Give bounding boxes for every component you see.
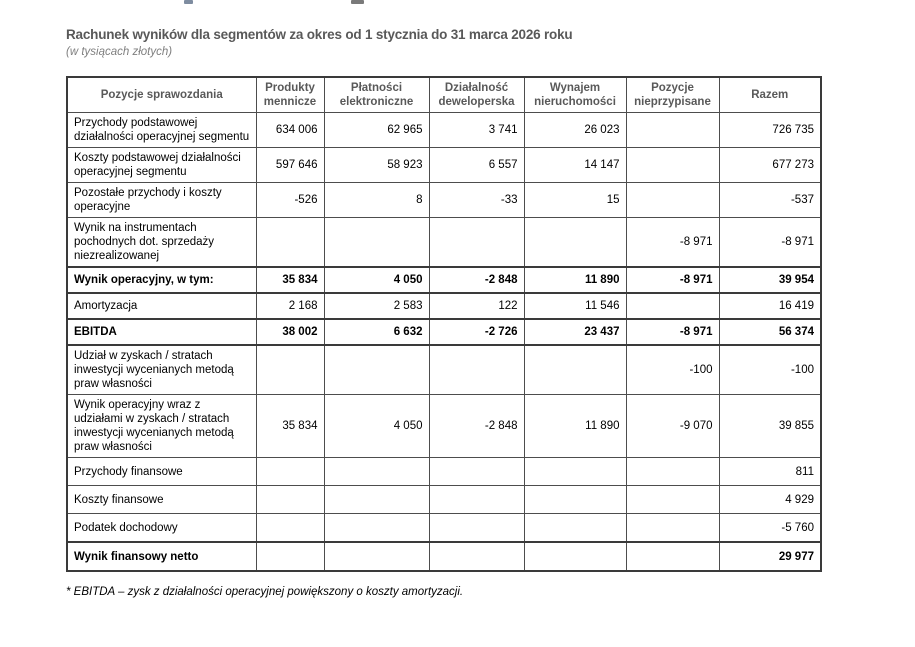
cell-value: 26 023 <box>524 113 626 148</box>
cell-value: 122 <box>429 293 524 319</box>
cell-value <box>429 218 524 268</box>
row-label: Wynik operacyjny wraz z udziałami w zyskach / stratach inwestycji wycenianych metodą praw własności <box>67 395 256 458</box>
cell-value: -2 848 <box>429 267 524 293</box>
row-label: Koszty finansowe <box>67 486 256 514</box>
table-row <box>67 319 821 345</box>
cell-value: 39 855 <box>719 395 821 458</box>
cell-value <box>626 514 719 543</box>
cell-value <box>626 486 719 514</box>
cell-value: 8 <box>324 183 429 218</box>
table-header-row <box>67 77 821 113</box>
cell-value: -2 848 <box>429 395 524 458</box>
table-row <box>67 183 821 218</box>
cell-value: -537 <box>719 183 821 218</box>
cell-value <box>626 148 719 183</box>
row-label: Amortyzacja <box>67 293 256 319</box>
segments-income-table <box>66 76 822 572</box>
cell-value: 62 965 <box>324 113 429 148</box>
row-label: Pozostałe przychody i koszty operacyjne <box>67 183 256 218</box>
row-label: Koszty podstawowej działalności operacyjnej segmentu <box>67 148 256 183</box>
cell-value <box>256 514 324 543</box>
cell-value <box>324 458 429 486</box>
cell-value: 11 546 <box>524 293 626 319</box>
column-header: Działalność deweloperska <box>429 77 524 113</box>
column-header: Produkty mennicze <box>256 77 324 113</box>
cell-value: -8 971 <box>626 218 719 268</box>
row-label: Wynik operacyjny, w tym: <box>67 267 256 293</box>
cell-value: -8 971 <box>719 218 821 268</box>
cell-value: 56 374 <box>719 319 821 345</box>
cell-value <box>524 486 626 514</box>
column-header: Wynajem nieruchomości <box>524 77 626 113</box>
cell-value <box>256 542 324 571</box>
cell-value: 35 834 <box>256 267 324 293</box>
row-label: Podatek dochodowy <box>67 514 256 543</box>
table-row <box>67 458 821 486</box>
cell-value: 16 419 <box>719 293 821 319</box>
cell-value: 39 954 <box>719 267 821 293</box>
column-header: Razem <box>719 77 821 113</box>
cell-value: 11 890 <box>524 267 626 293</box>
cell-value: 2 168 <box>256 293 324 319</box>
clipped-text-fragment <box>351 0 364 4</box>
page-title: Rachunek wyników dla segmentów za okres od 1 stycznia do 31 marca 2026 roku <box>66 27 573 42</box>
cell-value <box>324 218 429 268</box>
cell-value: 35 834 <box>256 395 324 458</box>
clipped-text-fragment <box>184 0 193 4</box>
table-row <box>67 486 821 514</box>
cell-value: 11 890 <box>524 395 626 458</box>
cell-value: 2 583 <box>324 293 429 319</box>
table-row <box>67 293 821 319</box>
cell-value <box>429 458 524 486</box>
table-row <box>67 542 821 571</box>
cell-value <box>256 458 324 486</box>
cell-value <box>256 486 324 514</box>
cell-value: -100 <box>719 345 821 395</box>
cell-value <box>324 514 429 543</box>
table-row <box>67 148 821 183</box>
cell-value: 726 735 <box>719 113 821 148</box>
cell-value: 4 050 <box>324 267 429 293</box>
row-label: Udział w zyskach / stratach inwestycji wycenianych metodą praw własności <box>67 345 256 395</box>
table-row <box>67 267 821 293</box>
cell-value: 6 632 <box>324 319 429 345</box>
row-label: Przychody podstawowej działalności operacyjnej segmentu <box>67 113 256 148</box>
cell-value <box>626 183 719 218</box>
cell-value: 811 <box>719 458 821 486</box>
row-label: Przychody finansowe <box>67 458 256 486</box>
cell-value: -100 <box>626 345 719 395</box>
cell-value: 4 929 <box>719 486 821 514</box>
column-header: Pozycje sprawozdania <box>67 77 256 113</box>
cell-value <box>256 218 324 268</box>
row-label: Wynik na instrumentach pochodnych dot. sprzedaży niezrealizowanej <box>67 218 256 268</box>
table-row <box>67 514 821 543</box>
cell-value <box>626 113 719 148</box>
table-row <box>67 345 821 395</box>
table-row <box>67 395 821 458</box>
cell-value <box>524 514 626 543</box>
cell-value <box>429 345 524 395</box>
column-header: Płatności elektroniczne <box>324 77 429 113</box>
cell-value: 23 437 <box>524 319 626 345</box>
cell-value <box>429 542 524 571</box>
cell-value: -526 <box>256 183 324 218</box>
column-header: Pozycje nieprzypisane <box>626 77 719 113</box>
cell-value: -33 <box>429 183 524 218</box>
cell-value: -9 070 <box>626 395 719 458</box>
cell-value <box>324 486 429 514</box>
cell-value: 597 646 <box>256 148 324 183</box>
cell-value <box>626 542 719 571</box>
cell-value <box>524 542 626 571</box>
cell-value: 677 273 <box>719 148 821 183</box>
page-subtitle: (w tysiącach złotych) <box>66 46 173 58</box>
cell-value: 4 050 <box>324 395 429 458</box>
cell-value: -8 971 <box>626 267 719 293</box>
cell-value <box>324 542 429 571</box>
cell-value: 14 147 <box>524 148 626 183</box>
cell-value <box>324 345 429 395</box>
row-label: Wynik finansowy netto <box>67 542 256 571</box>
cell-value: 58 923 <box>324 148 429 183</box>
table-body <box>67 113 821 572</box>
cell-value: 29 977 <box>719 542 821 571</box>
cell-value: -2 726 <box>429 319 524 345</box>
cell-value: 634 006 <box>256 113 324 148</box>
cell-value: -8 971 <box>626 319 719 345</box>
cell-value: 38 002 <box>256 319 324 345</box>
cell-value: 6 557 <box>429 148 524 183</box>
cell-value <box>626 293 719 319</box>
table-row <box>67 113 821 148</box>
cell-value <box>524 218 626 268</box>
cell-value <box>256 345 324 395</box>
cell-value <box>429 514 524 543</box>
ebitda-footnote: * EBITDA – zysk z działalności operacyjnej powiększony o koszty amortyzacji. <box>66 586 464 598</box>
row-label: EBITDA <box>67 319 256 345</box>
table-row <box>67 218 821 268</box>
cell-value <box>626 458 719 486</box>
cell-value: 15 <box>524 183 626 218</box>
cell-value <box>429 486 524 514</box>
cell-value: 3 741 <box>429 113 524 148</box>
cell-value: -5 760 <box>719 514 821 543</box>
cell-value <box>524 345 626 395</box>
cell-value <box>524 458 626 486</box>
